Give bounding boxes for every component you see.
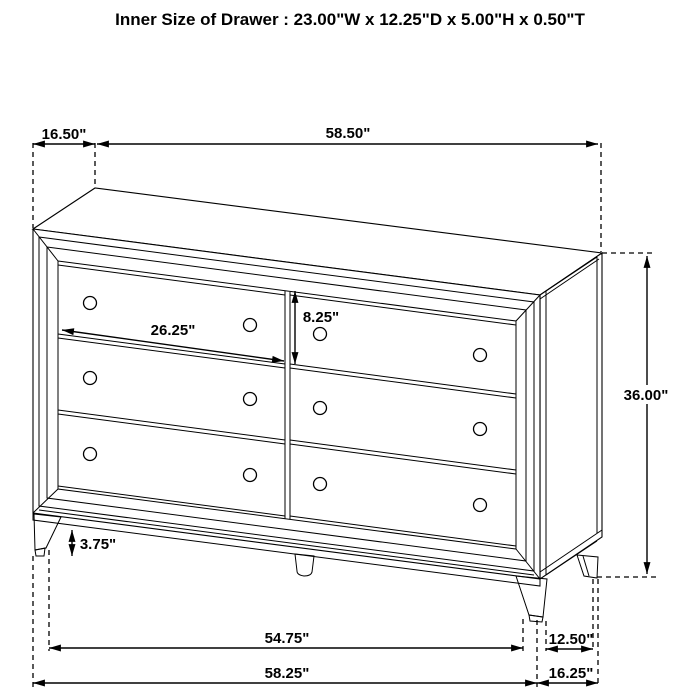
dresser-drawing — [33, 188, 602, 622]
knob-icon — [314, 402, 327, 415]
dresser-side-face — [540, 253, 602, 579]
knob-icon — [244, 393, 257, 406]
label-leg-depth: 12.50" — [548, 631, 594, 648]
knob-icon — [474, 499, 487, 512]
front-left-leg — [34, 514, 61, 550]
knob-icon — [84, 448, 97, 461]
label-top-width: 58.50" — [325, 125, 371, 142]
knob-icon — [84, 297, 97, 310]
knob-icon — [84, 372, 97, 385]
knob-icon — [314, 328, 327, 341]
center-leg — [295, 554, 314, 576]
label-leg-height: 3.75" — [79, 536, 117, 553]
label-drawer-width: 26.25" — [150, 322, 196, 339]
diagram-title: Inner Size of Drawer : 23.00"W x 12.25"D x 5.00"H x 0.50"T — [115, 10, 585, 29]
knob-icon — [244, 319, 257, 332]
label-base-depth: 16.25" — [548, 665, 594, 682]
label-leg-span: 54.75" — [264, 630, 310, 647]
knob-icon — [244, 469, 257, 482]
label-drawer-height: 8.25" — [302, 309, 340, 326]
front-right-leg — [516, 576, 547, 617]
knob-icon — [474, 349, 487, 362]
back-right-leg — [577, 555, 598, 578]
knob-icon — [314, 478, 327, 491]
knob-icon — [474, 423, 487, 436]
label-top-depth: 16.50" — [41, 126, 87, 143]
label-height: 36.00" — [623, 387, 669, 404]
label-base-width: 58.25" — [264, 665, 310, 682]
